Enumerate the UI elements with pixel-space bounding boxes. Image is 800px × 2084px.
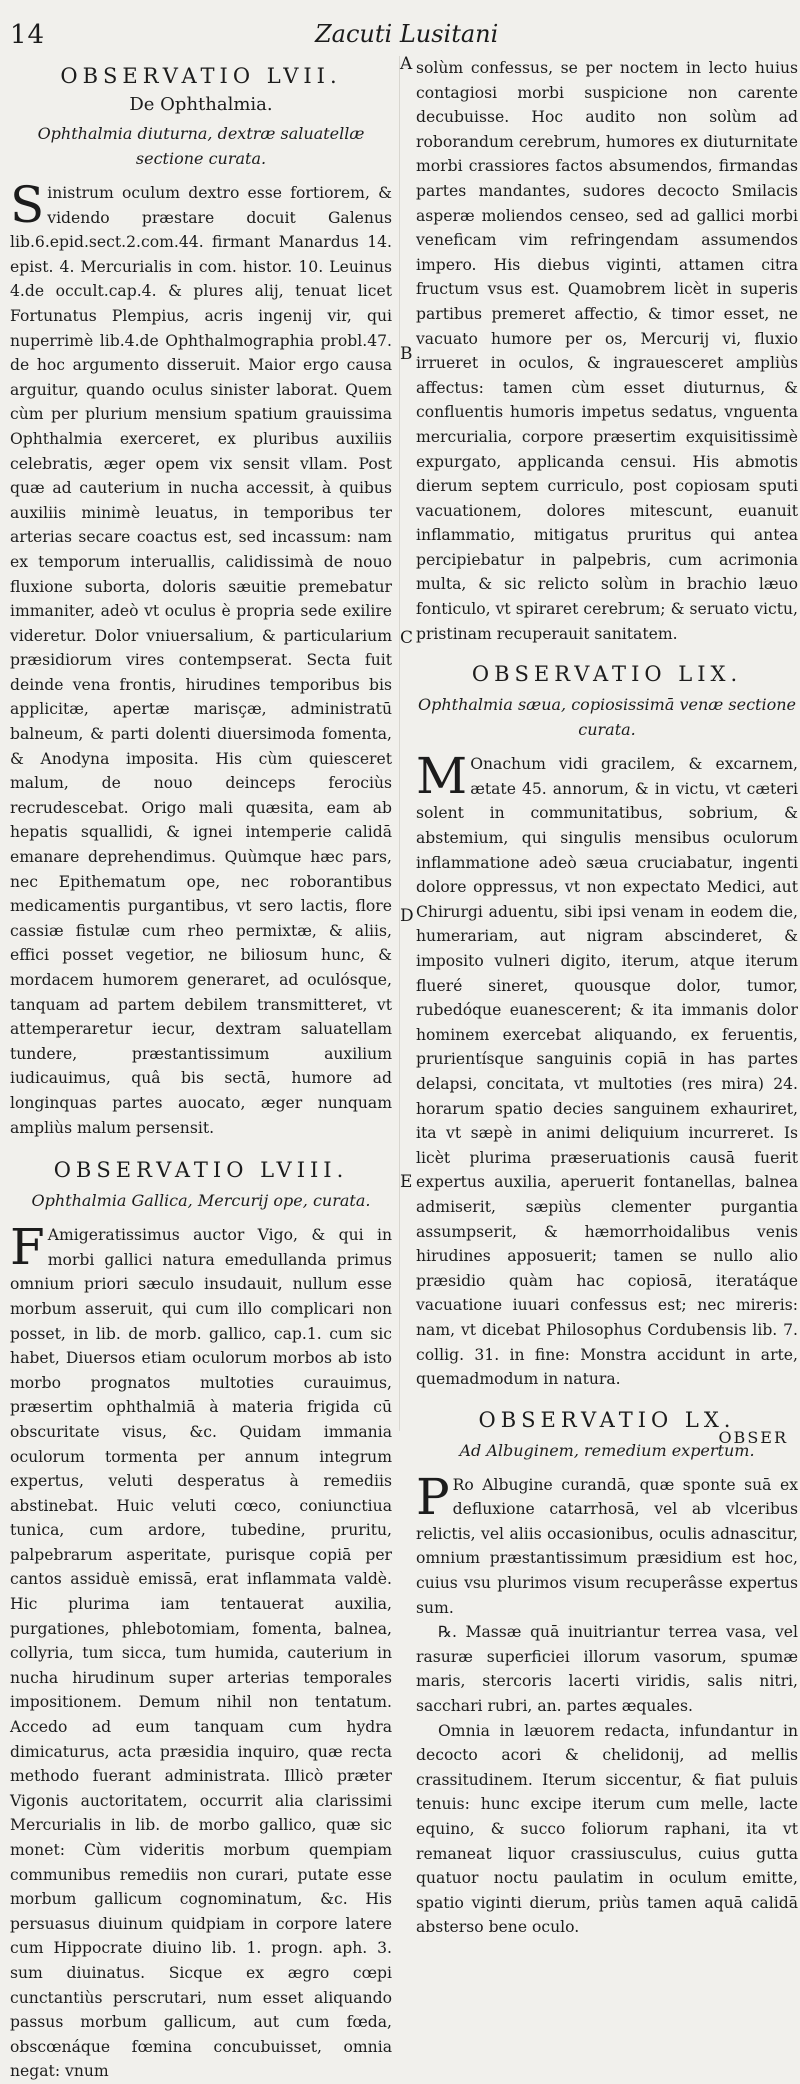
observation-60-heading: OBSERVATIO LX. (478, 1407, 736, 1432)
preparation-paragraph: Omnia in læuorem redacta, infundantur in decocto acori & chelidonij, ad mellis crassitudinem. Iterum siccentur, & fiat puluis tenuis: hunc excipe iterum cum melle, lacte equino, & succo foliorum raphani, ita vt remaneat liquor crassiusculus, cuius gutta quatuor noctu paulatim in oculum emitte, spatio viginti dierum, priùs tamen aquā calidā absterso bene oculo. (416, 1721, 798, 1937)
observation-60-lemma: Ad Albuginem, remedium expertum. (459, 1440, 755, 1460)
margin-letter-b: B (400, 344, 413, 364)
margin-letter-a: A (400, 54, 413, 74)
catchword: OBSER (718, 1428, 788, 1447)
recipe-paragraph: ℞. Massæ quā inuitriantur terrea vasa, vel rasuræ superficiei illorum vasorum, spumæ maris, stercoris lacerti viridis, salis nitri, sacchari rubri, an. partes æquales. (416, 1623, 798, 1716)
observation-58-text (10, 1218, 392, 2084)
page-number: 14 (10, 20, 46, 50)
observation-59-heading: OBSERVATIO LIX. (471, 662, 743, 687)
left-column (10, 56, 392, 2084)
observation-60-body: Ro Albugine curandā, quæ sponte suā ex defluxione catarrhosā, vel ab vlceribus relictis, vel aliis occasionibus, oculis adnascitur, omnium præstantissimum præsidium est hoc, cuius vsu plurimos visum recuperâsse expertus sum. (416, 1475, 798, 1617)
drop-cap: M (416, 747, 468, 806)
observation-57-subtitle: De Ophthalmia. (129, 94, 273, 115)
running-head: Zacuti Lusitani (315, 20, 499, 48)
margin-letter-c: C (400, 628, 414, 648)
drop-cap: S (10, 176, 45, 234)
observation-59-text (416, 747, 798, 1391)
right-column (416, 56, 798, 1940)
observation-57-heading: OBSERVATIO LVII. (60, 64, 342, 88)
drop-cap: F (10, 1218, 45, 1277)
observation-58-body: Amigeratissimus auctor Vigo, & qui in morbi gallici natura emedullanda primus omnium priori sæculo insudauit, nullum esse morbum asseruit, qui cum illo complicari non posset, in lib. de morb. gallico, cap.1. cum sic habet, Diuersos etiam oculorum morbos ab isto morbo prognatos multoties curauimus, præsertim ophthalmiā à materia frigida cū obscuritate visus, &c. Quidam immania oculorum tormenta per annum integrum expertus, veluti desperatus à remediis abstinebat. Huic veluti cœco, coniunctiua tunica, cum ardore, tubedine, pruritu, palpebrarum asperitate, purisque copiā per cantos assiduè emissā, erat inflammata valdè. Hic plurima iam tentauerat auxilia, purgationes, phlebotomiam, fomenta, balnea, collyria, tum sicca, tum humida, cauterium in nucha hirudinum super arterias temporales impositionem. Demum nihil non tentatum. Accedo ad eum tanquam cum hydra dimicaturus, acta præsidia inquiro, quæ recta methodo fuerant administrata. Illicò præter Vigonis auctoritatem, occurrit alia clarissimi Mercurialis in lib. de morbo gallico, quæ sic monet: Cùm videritis morbum quempiam communibus remediis non curari, putate esse morbum gallicum cognominatum, &c. His persuasus diuinum quidpiam in corpore latere cum Hippocrate diuino lib. 1. progn. aph. 3. sum diuinatus. Sicque ex ægro cœpi cunctantiùs perscrutari, num esset aliquando passus morbum gallicum, aut cum fœda, obscœnáque fœmina concubuisset, omnia negat: vnum (10, 1226, 392, 2081)
observation-59-lemma: Ophthalmia sæua, copiosissimā venæ sectione curata. (417, 695, 796, 740)
observation-58-lemma: Ophthalmia Gallica, Mercurij ope, curata. (31, 1191, 371, 1211)
column-gutter (399, 56, 400, 1431)
margin-letter-e: E (400, 1172, 413, 1192)
observation-58-heading: OBSERVATIO LVIII. (53, 1158, 349, 1183)
observation-60-text (416, 1467, 798, 1621)
drop-cap: P (416, 1467, 450, 1526)
observation-57-body: inistrum oculum dextro esse fortiorem, & videndo præstare docuit Galenus lib.6.epid.sect.2.com.44. firmant Manardus 14. epist. 4. Mercurialis in com. histor. 10. Leuinus 4.de occult.cap.4. & plures alij, tenuat licet Fortunatus Plempius, acris ingenij vir, qui nuperrimè lib.4.de Ophthalmographia probl.47. de hoc argumento disseruit. Maior ergo causa arguitur, quando oculus sinister laborat. Quem cùm per plurium mensium spatium grauissima Ophthalmia exerceret, ex pluribus auxiliis celebratis, æger opem vix sensit vllam. Post quæ ad cauterium in nucha accessit, à quibus auxiliis minimè leuatus, in temporibus ter arterias secare coactus est, sed incassum: nam ex temporum interuallis, calidissimà de nouo fluxione suborta, doloris sæuitie premebatur immaniter, adeò vt oculus è propria sede exilire videretur. Dolor vniuersalium, & particularium præsidiorum vires contempserat. Secta fuit deinde vena frontis, hirudines temporibus bis applicitæ, apertæ marisçæ, administratū balneum, & parti dolenti diuersimoda fomenta, & Anodyna imposita. His cùm quiesceret malum, de nouo deinceps ferociùs recrudescebat. Origo mali quæsita, eam ab hepatis squallidi, & ignei intemperie calidā emanare deprehendimus. Quùmque hæc pars, nec Epithematum ope, nec roborantibus medicamentis purgantibus, vt sero lactis, flore cassiæ fistulæ cum rheo permixtæ, & aliis, effici posset vegetior, ne biliosum hunc, & mordacem humorem generaret, ad oculósque, tanquam ad partem debilem transmitteret, vt attemperaretur iecur, dextram saluatellam tundere, præstantissimum auxilium iudicauimus, quâ bis sectā, humore ad longinquas partes auocato, æger nunquam ampliùs malum persensit. (10, 184, 392, 1137)
margin-letter-d: D (400, 906, 414, 926)
observation-58-continuation: solùm confessus, se per noctem in lecto huius contagiosi morbi suspicione non carente decubuisse. Hoc audito non solùm ad roborandum cerebrum, humores ex diuturnitate morbi crassiores factos absumendos, firmandas partes mandantes, sudores decocto Smilacis asperæ moliendos censeo, sed ad gallici morbi veneficam vim refringendam assumendos impero. His diebus viginti, attamen citra fructum vsus est. Quamobrem licèt in superis partibus premeret affectio, & timor esset, ne vacuato humore per os, Mercurij vi, fluxio irrueret in oculos, & ingrauesceret ampliùs affectus: tamen cùm esset diuturnus, & confluentis humoris impetus sedatus, vnguenta mercurialia, corpore præsertim exquisitissimè expurgato, applicanda censui. His abmotis dierum septem curriculo, post copiosam sputi vacuationem, dolores mitescunt, euanuit inflammatio, mitigatus pruritus qui antea percipiebatur in palpebris, cum acrimonia multa, & sic relicto solùm in brachio læuo fonticulo, vt spiraret cerebrum; & seruato victu, pristinam recuperauit sanitatem. (416, 59, 798, 643)
observation-57-text (10, 176, 392, 1140)
observation-59-body: Onachum vidi gracilem, & excarnem, ætate 45. annorum, & in victu, vt cæteri solent in communitatibus, sobrium, & abstemium, qui singulis mensibus oculorum inflammatione adeò sæua cruciabatur, ingenti dolore oppressus, vt non expectato Medici, aut Chirurgi aduentu, sibi ipsi venam in eodem die, humerariam, aut nigram abscinderet, & imposito vulneri digito, iterum, atque iterum flueré sineret, quousque dolor, tumor, rubedóque euanescerent; & ita immanis dolor hominem exercebat aliquando, ex feruentis, prurientísque sanguinis copiā in has partes delapsi, concitata, vt multoties (res mira) 24. horarum spatio decies sanguinem exhauriret, ita vt sæpè in animi deliquium incurreret. Is licèt plurima præseruationis causā fuerit expertus auxilia, aperuerit fontanellas, balnea admiserit, sæpiùs clementer purgantia assumpserit, & hæmorrhoidalibus venis hirudines apposuerit; tamen se nullo alio præsidio quàm hac copiosā, iteratáque vacuatione iuuari confessus est; nec mireris: nam, vt dicebat Philosophus Cordubensis lib. 7. collig. 31. in fine: Monstra accidunt in arte, quemadmodum in natura. (416, 755, 798, 1389)
observation-57-lemma: Ophthalmia diuturna, dextræ saluatellæ sectione curata. (37, 124, 365, 168)
